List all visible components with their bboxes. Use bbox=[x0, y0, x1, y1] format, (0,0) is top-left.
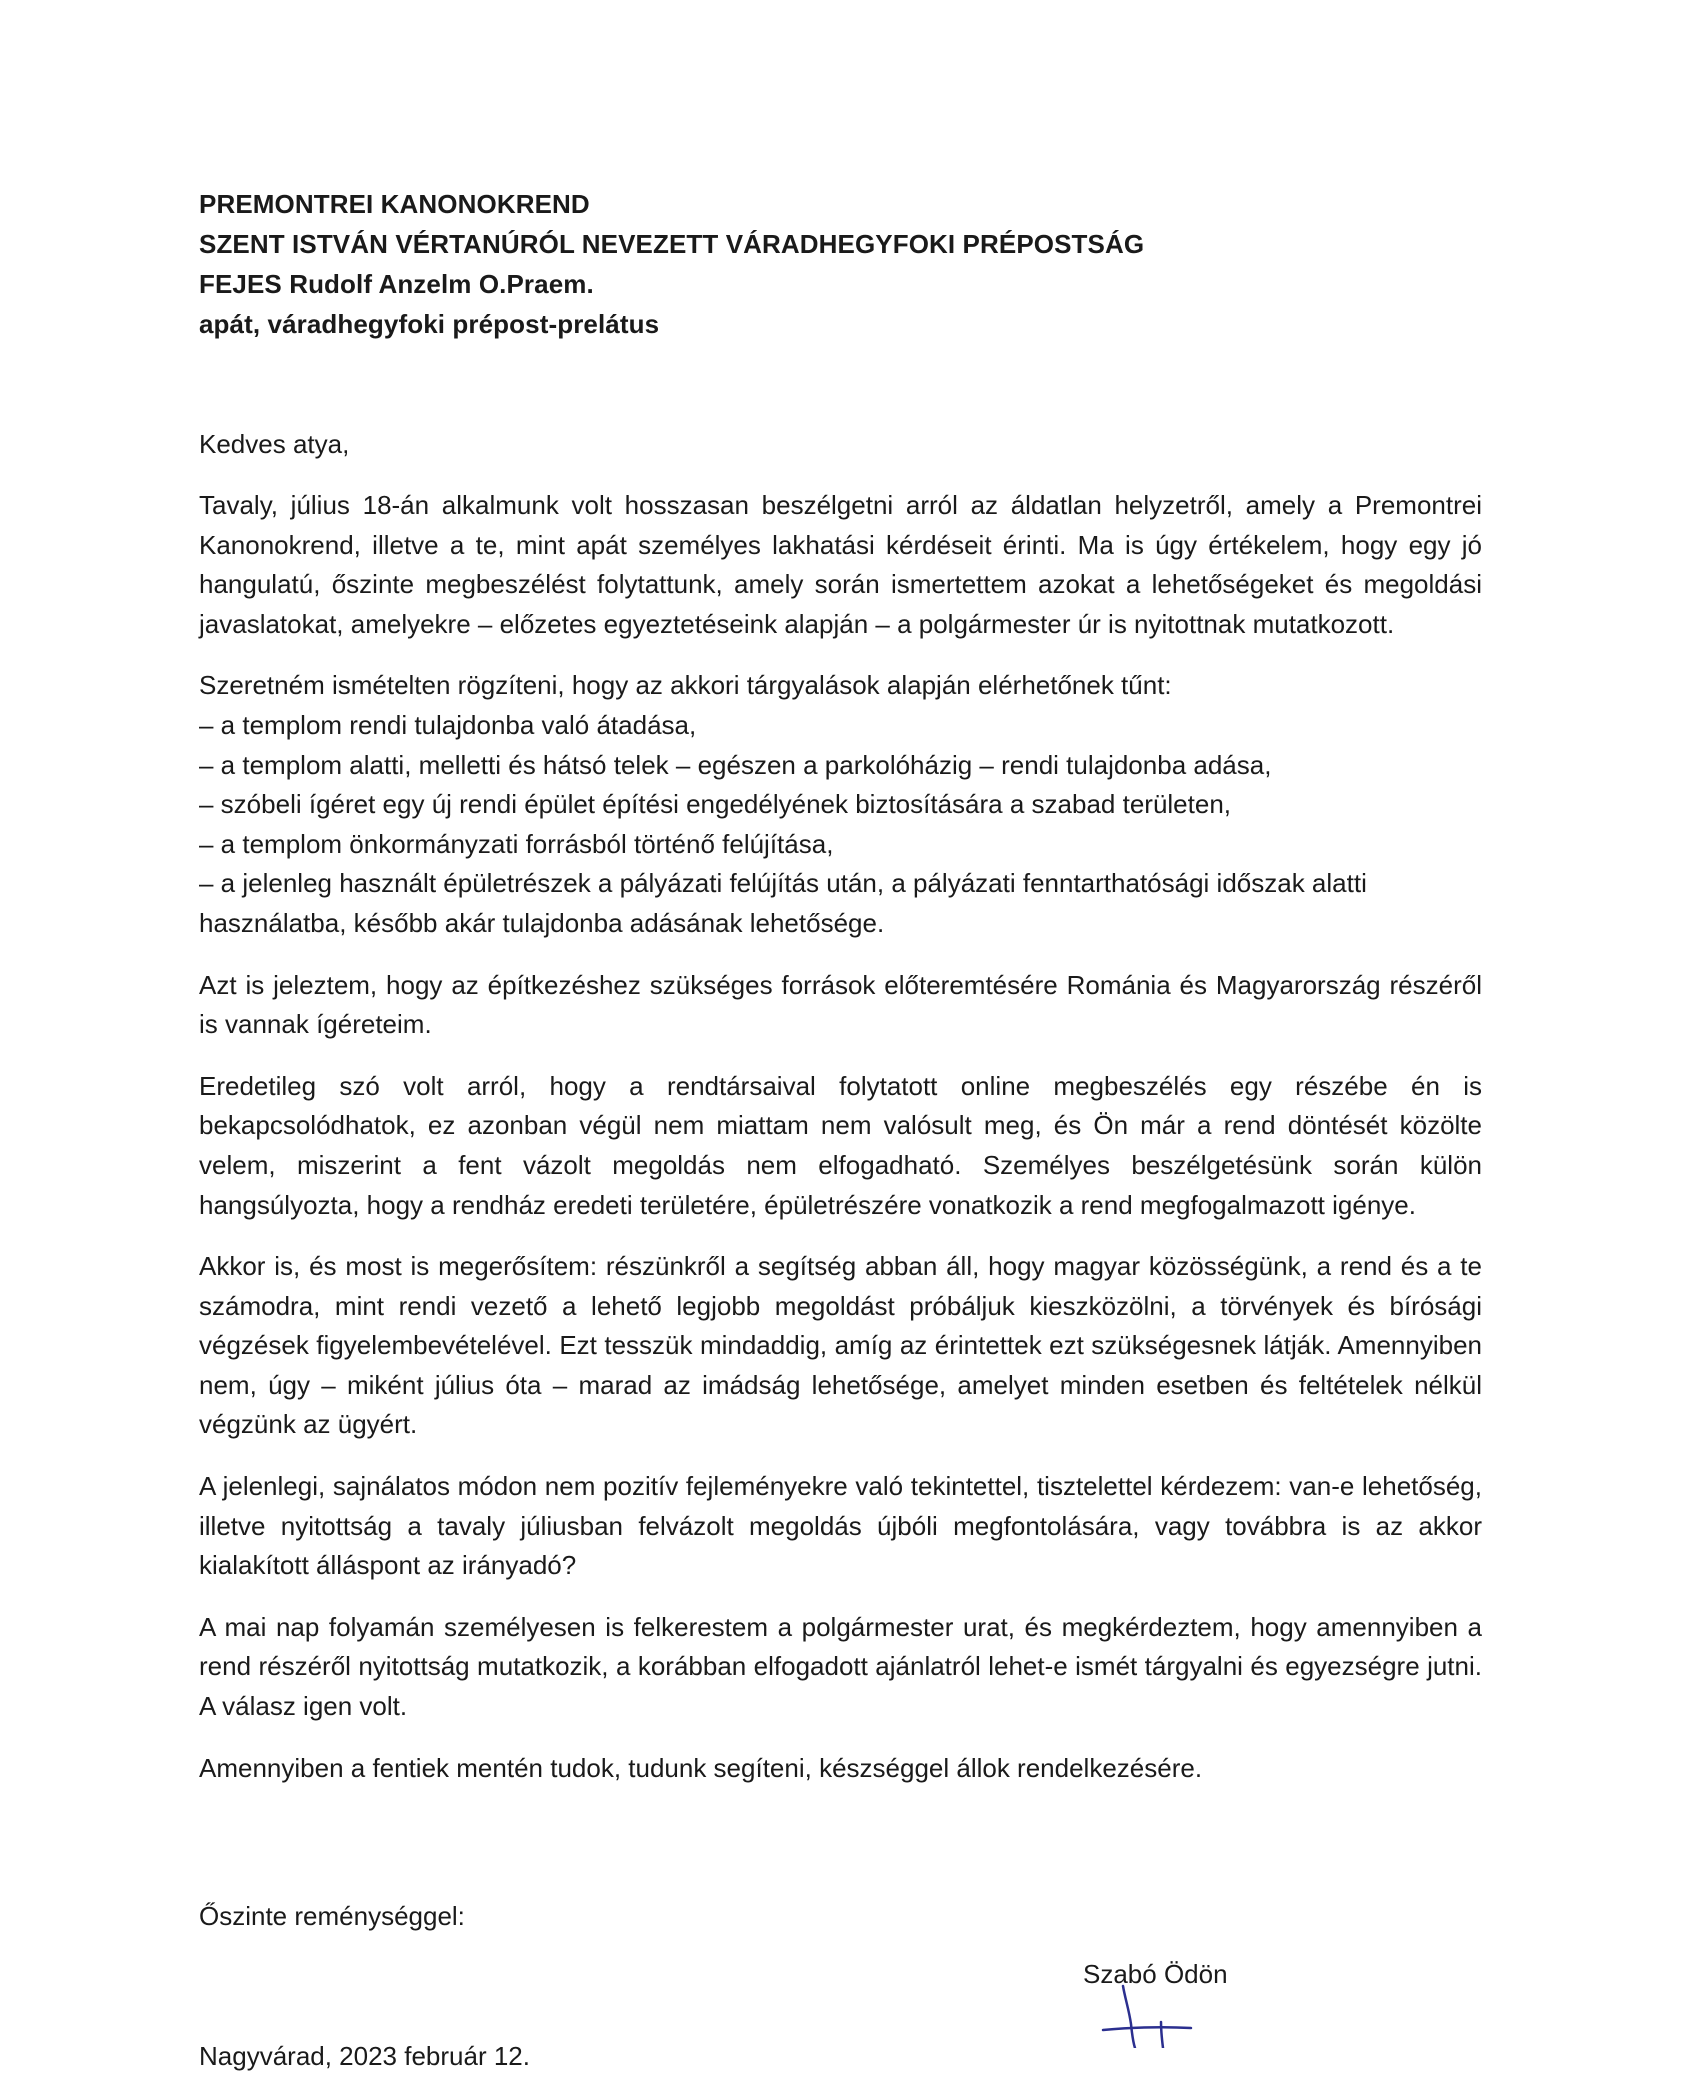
paragraph-8: Amennyiben a fentiek mentén tudok, tudunk segíteni, készséggel állok rendelkezésére. bbox=[199, 1752, 1203, 1783]
recipient-name: FEJES Rudolf Anzelm O.Praem. bbox=[199, 269, 594, 299]
signature-stroke bbox=[1123, 1986, 1135, 2048]
offer-list bbox=[199, 706, 1482, 944]
signature-stroke bbox=[1103, 2027, 1191, 2030]
letterhead-recipient bbox=[199, 184, 1144, 344]
salutation: Kedves atya, bbox=[199, 429, 350, 459]
paragraph-2-intro: Szeretném ismételten rögzíteni, hogy az akkori tárgyalások alapján elérhetőnek tűnt: bbox=[199, 670, 1172, 701]
recipient-title: apát, váradhegyfoki prépost-prelátus bbox=[199, 309, 660, 339]
signature-stroke bbox=[1161, 2022, 1163, 2048]
paragraph-6: A jelenlegi, sajnálatos módon nem pozitív fejleményekre való tekintettel, tisztelettel kérdezem: van-e lehetőség, illetve nyitottság a tavaly júliusban felvázolt megoldás újbóli megfontolására, vagy továbbra is az akkor kialakított álláspont az irányadó? bbox=[199, 1471, 1482, 1581]
list-item: – szóbeli ígéret egy új rendi épület építési engedélyének biztosítására a szabad területen, bbox=[199, 789, 1232, 820]
list-item: – a templom rendi tulajdonba való átadása, bbox=[199, 709, 697, 740]
paragraph-4: Eredetileg szó volt arról, hogy a rendtársaival folytatott online megbeszélés egy részébe én is bekapcsolódhatok, ez azonban végül nem miattam nem valósult meg, és Ön már a rend döntését közölte velem, miszerint a fent vázolt megoldás nem elfogadható. Személyes beszélgetésünk során külön hangsúlyozta, hogy a rendház eredeti területére, épületrészére vonatkozik a rend megfogalmazott igénye. bbox=[199, 1070, 1482, 1220]
recipient-order: PREMONTREI KANONOKREND bbox=[199, 189, 590, 219]
letter-body bbox=[199, 486, 1482, 1810]
paragraph-5: Akkor is, és most is megerősítem: részünkről a segítség abban áll, hogy magyar közösségünk, a rend és a te számodra, mint rendi vezető a lehető legjobb megoldást próbáljuk kieszközölni, a törvények és bírósági végzések figyelembevételével. Ezt tesszük mindaddig, amíg az érintettek ezt szükségesnek látják. Amennyiben nem, úgy – miként július óta – marad az imádság lehetősége, amelyet minden esetben és feltételek nélkül végzünk az ügyért. bbox=[199, 1251, 1482, 1440]
paragraph-1: Tavaly, július 18-án alkalmunk volt hosszasan beszélgetni arról az áldatlan helyzetről, amely a Premontrei Kanonokrend, illetve a te, mint apát személyes lakhatási kérdéseit érinti. Ma is úgy értékelem, hogy egy jó hangulatú, őszinte megbeszélést folytattunk, amely során ismertettem azokat a lehetőségeket és megoldási javaslatokat, amelyekre – előzetes egyeztetéseink alapján – a polgármester úr is nyitottnak mutatkozott. bbox=[199, 490, 1482, 639]
paragraph-7: A mai nap folyamán személyesen is felkerestem a polgármester urat, és megkérdeztem, hogy amennyiben a rend részéről nyitottság mutatkozik, a korábban elfogadott ajánlatról lehet-e ismét tárgyalni és egyezségre jutni. A válasz igen volt. bbox=[199, 1611, 1482, 1722]
list-item: – a templom alatti, melletti és hátsó telek – egészen a parkolóházig – rendi tulajdonba adása, bbox=[199, 749, 1272, 780]
recipient-provostry: SZENT ISTVÁN VÉRTANÚRÓL NEVEZETT VÁRADHEGYFOKI PRÉPOSTSÁG bbox=[199, 229, 1145, 259]
closing: Őszinte reménységgel: bbox=[199, 1901, 465, 1931]
list-item: – a jelenleg használt épületrészek a pályázati felújítás után, a pályázati fenntarthatósági időszak alatti használatba, később akár tulajdonba adásának lehetősége. bbox=[199, 868, 1367, 938]
signer-name: Szabó Ödön bbox=[1083, 1959, 1228, 1989]
place-and-date: Nagyvárad, 2023 február 12. bbox=[199, 2041, 530, 2071]
letter-page bbox=[199, 0, 1482, 2071]
paragraph-3: Azt is jeleztem, hogy az építkezéshez szükséges források előteremtésére Románia és Magyarország részéről is vannak ígéreteim. bbox=[199, 969, 1482, 1040]
handwritten-signature bbox=[1095, 1984, 1205, 2048]
list-item: – a templom önkormányzati forrásból történő felújítása, bbox=[199, 828, 834, 859]
